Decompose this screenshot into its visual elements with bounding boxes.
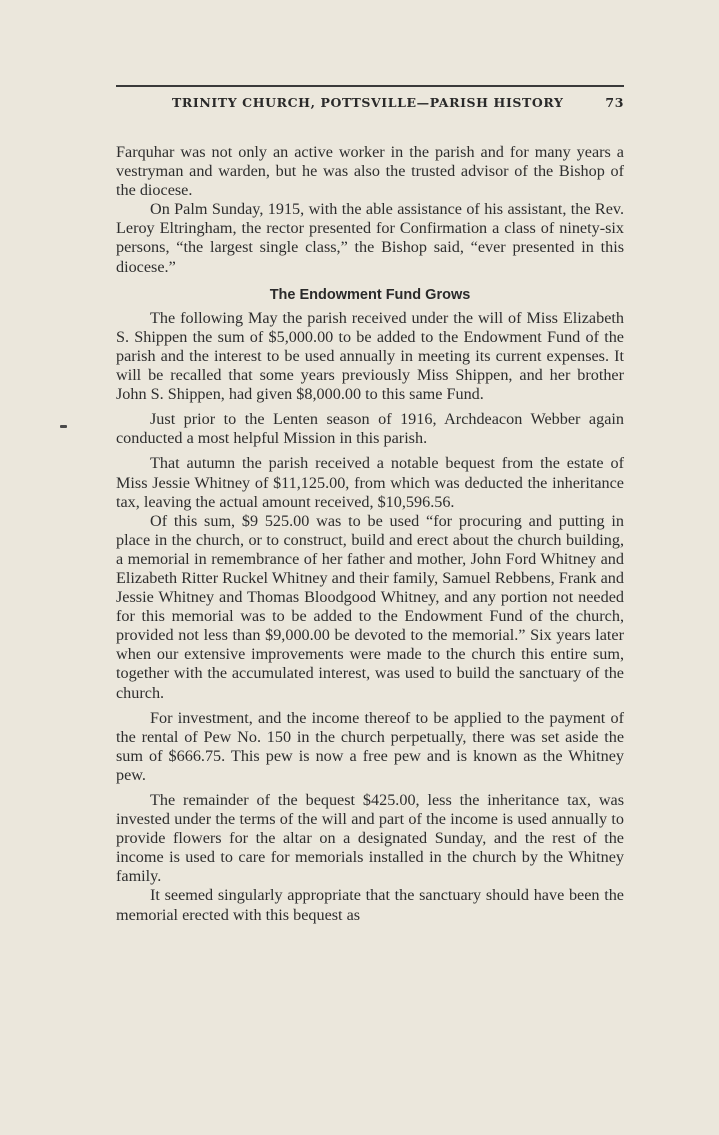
running-title: TRINITY CHURCH, POTTSVILLE—PARISH HISTORY [172, 95, 564, 110]
section-heading: The Endowment Fund Grows [269, 286, 471, 303]
paragraph-1: Farquhar was not only an active worker in the parish and for many years a vestryman and warden, but he was also the trusted advisor of the Bishop of the diocese. [116, 143, 624, 200]
running-header [116, 93, 624, 113]
paragraph-7: For investment, and the income thereof to be applied to the payment of the rental of Pew No. 150 in the church perpetually, there was set aside the sum of $666.75. This pew is now a free pew and is known as the Whitney pew. [116, 708, 624, 784]
paragraph-2: On Palm Sunday, 1915, with the able assistance of his assistant, the Rev. Leroy Eltringham, the rector presented for Confirmation a class of ninety-six persons, “the largest single class,” the Bishop said, “ever presented in this diocese.” [116, 200, 624, 276]
paragraph-4: Just prior to the Lenten season of 1916, Archdeacon Webber again conducted a most helpful Mission in this parish. [116, 410, 624, 448]
page-number: 73 [605, 95, 624, 110]
paragraph-6: Of this sum, $9 525.00 was to be used “for procuring and putting in place in the church, or to construct, build and erect about the church building, a memorial in remembrance of her father and mother, John Ford Whitney and Elizabeth Ritter Ruckel Whitney and their family, Samuel Rebbens, Frank and Jessie Whitney and Thomas Bloodgood Whitney, and any portion not needed for this memorial was to be added to the Endowment Fund of the church, provided not less than $9,000.00 be devoted to the memorial.” Six years later when our extensive improvements were made to the church this entire sum, together with the accumulated interest, was used to build the sanctuary of the church. [116, 511, 624, 702]
paragraph-5: That autumn the parish received a notable bequest from the estate of Miss Jessie Whitney of $11,125.00, from which was deducted the inheritance tax, leaving the actual amount received, $10,596.56. [116, 454, 624, 511]
header-rule [116, 85, 624, 87]
paragraph-9: It seemed singularly appropriate that the sanctuary should have been the memorial erected with this bequest as [116, 886, 624, 924]
body-text [116, 143, 624, 925]
paragraph-8: The remainder of the bequest $425.00, less the inheritance tax, was invested under the terms of the will and part of the income is used annually to provide flowers for the altar on a designated Sunday, and the rest of the income is used to care for memorials installed in the church by the Whitney family. [116, 791, 624, 886]
margin-mark [60, 425, 67, 428]
paragraph-3: The following May the parish received under the will of Miss Elizabeth S. Shippen the sum of $5,000.00 to be added to the Endowment Fund of the parish and the interest to be used annually in meeting its current expenses. It will be recalled that some years previously Miss Shippen, and her brother John S. Shippen, had given $8,000.00 to this same Fund. [116, 308, 624, 404]
